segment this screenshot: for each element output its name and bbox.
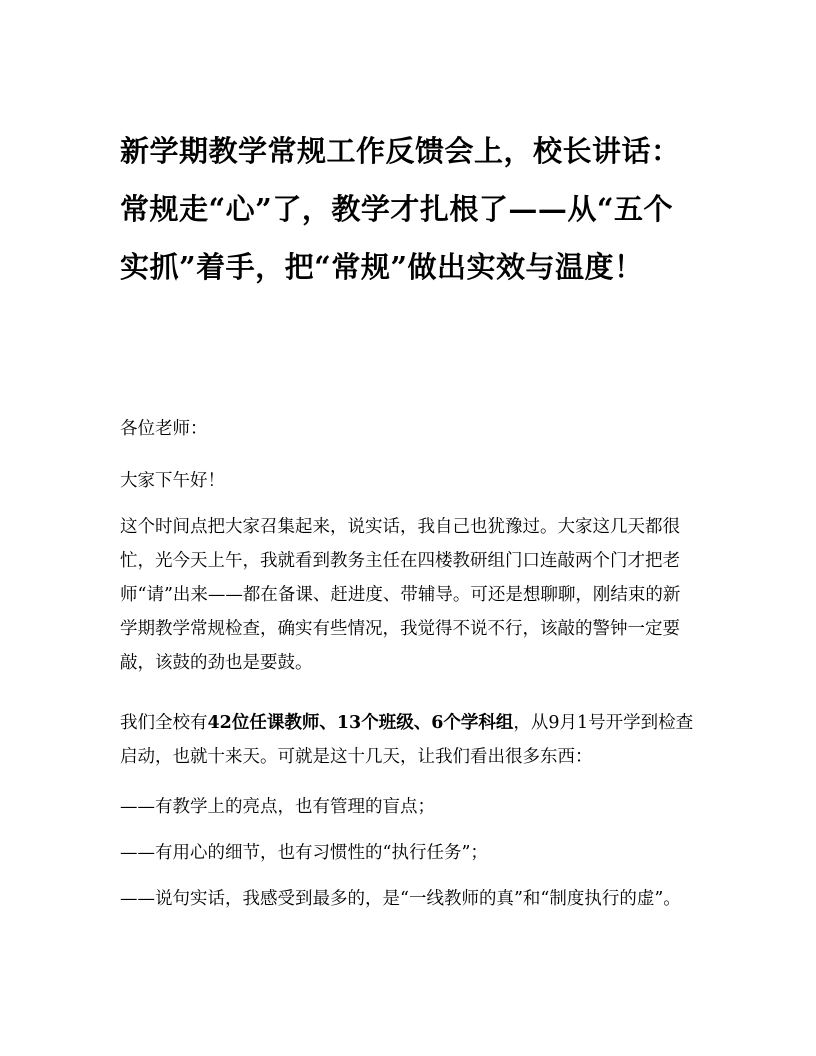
stats-emphasis: 42位任课教师、13个班级、6个学科组: [207, 713, 514, 733]
stats-paragraph: [120, 706, 695, 774]
document-title: 新学期教学常规工作反馈会上，校长讲话：常规走“心”了，教学才扎根了——从“五个实抓”着手，把“常规”做出实效与温度！: [120, 134, 681, 284]
stats-suffix: ，从9月1号开学到检查启动，也就十来天。可就是这十几天，让我们看出很多东西：: [120, 713, 694, 767]
dash-line-1: ——有教学上的亮点，也有管理的盲点；: [120, 797, 435, 817]
hello-paragraph: 大家下午好！: [120, 471, 225, 491]
dash-line-2: ——有用心的细节，也有习惯性的“执行任务”；: [120, 843, 488, 863]
dash-line-3: ——说句实话，我感受到最多的，是“一线教师的真”和“制度执行的虚”。: [120, 889, 681, 909]
intro-paragraph: 这个时间点把大家召集起来，说实话，我自己也犹豫过。大家这几天都很忙，光今天上午，我就看到教务主任在四楼教研组门口连敲两个门才把老师“请”出来——都在备课、赶进度、带辅导。可还是想聊聊，刚结束的新学期教学常规检查，确实有些情况，我觉得不说不行，该敲的警钟一定要敲，该鼓的劲也是要鼓。: [120, 517, 681, 673]
stats-prefix: 我们全校有: [120, 713, 208, 733]
greeting-paragraph: 各位老师：: [120, 419, 208, 439]
